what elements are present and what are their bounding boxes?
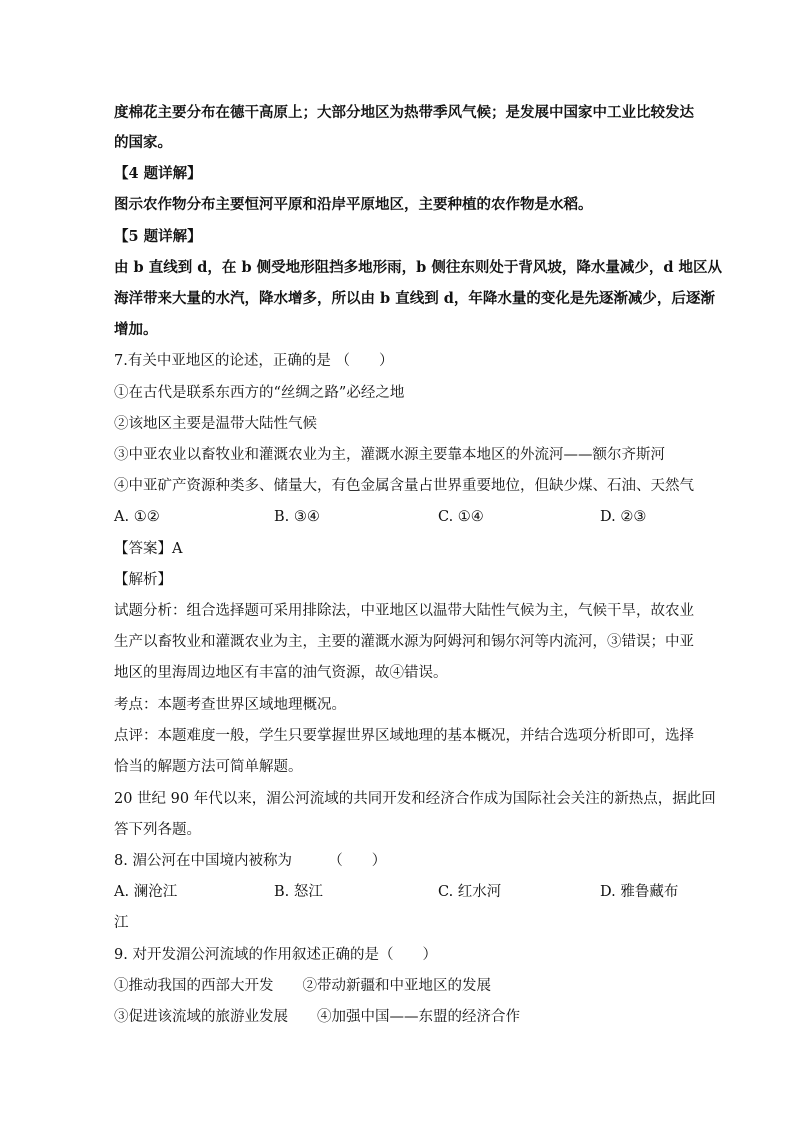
comment-line: 恰当的解题方法可简单解题。 [114,759,303,775]
statement-1: ①在古代是联系东西方的“丝绸之路”必经之地 [114,385,405,401]
q8-option-b: B. 怒江 [274,884,323,900]
analysis-line: 试题分析：组合选择题可采用排除法，中亚地区以温带大陆性气候为主，气候干旱，故农业 [114,603,694,619]
text-line: 由 b 直线到 d，在 b 侧受地形阻挡多地形雨，b 侧往东则处于背风坡，降水量减少，d 地区从 [114,259,723,276]
q8-option-d-wrap: 江 [114,915,129,931]
text-line: 增加。 [114,321,158,338]
comment-line: 点评：本题难度一般，学生只要掌握世界区域地理的基本概况，并结合选项分析即可，选择 [114,728,694,744]
analysis-heading: 【解析】 [114,572,172,588]
question-8: 8. 湄公河在中国境内被称为 （ ） [114,853,387,869]
q8-option-d: D. 雅鲁藏布 [600,884,679,900]
question-9: 9. 对开发湄公河流域的作用叙述正确的是（ ） [114,947,437,963]
q7-option-b: B. ③④ [274,509,320,525]
context-line: 答下列各题。 [114,822,201,838]
q9-statements-3-4: ③促进该流域的旅游业发展 ④加强中国——东盟的经济合作 [114,1009,520,1025]
question-7: 7.有关中亚地区的论述，正确的是 （ ） [114,353,394,369]
statement-3: ③中亚农业以畜牧业和灌溉农业为主，灌溉水源主要靠本地区的外流河——额尔齐斯河 [114,447,665,463]
q7-option-c: C. ①④ [438,509,484,525]
q8-option-c: C. 红水河 [438,884,502,900]
text-line: 度棉花主要分布在德干高原上；大部分地区为热带季风气候；是发展中国家中工业比较发达 [114,104,694,121]
analysis-line: 地区的里海周边地区有丰富的油气资源，故④错误。 [114,665,448,681]
statement-2: ②该地区主要是温带大陆性气候 [114,416,317,432]
q8-option-a: A. 澜沧江 [114,884,178,900]
context-line: 20 世纪 90 年代以来，湄公河流域的共同开发和经济合作成为国际社会关注的新热点，据此回 [114,791,716,807]
text-line: 图示农作物分布主要恒河平原和沿岸平原地区，主要种植的农作物是水稻。 [114,196,593,213]
q9-statements-1-2: ①推动我国的西部大开发 ②带动新疆和中亚地区的发展 [114,978,491,994]
analysis-line: 生产以畜牧业和灌溉农业为主，主要的灌溉水源为阿姆河和锡尔河等内流河，③错误；中亚 [114,634,694,650]
statement-4: ④中亚矿产资源种类多、储量大，有色金属含量占世界重要地位，但缺少煤、石油、天然气 [114,478,694,494]
q7-option-d: D. ②③ [600,509,647,525]
q7-option-a: A. ①② [114,509,160,525]
text-line: 的国家。 [114,134,172,151]
exam-point: 考点：本题考查世界区域地理概况。 [114,697,346,713]
text-line: 海洋带来大量的水汽，降水增多，所以由 b 直线到 d，年降水量的变化是先逐渐减少，后逐渐 [114,290,715,307]
section-heading: 【4 题详解】 [114,165,202,182]
answer-line: 【答案】A [114,541,183,557]
section-heading: 【5 题详解】 [114,228,202,245]
